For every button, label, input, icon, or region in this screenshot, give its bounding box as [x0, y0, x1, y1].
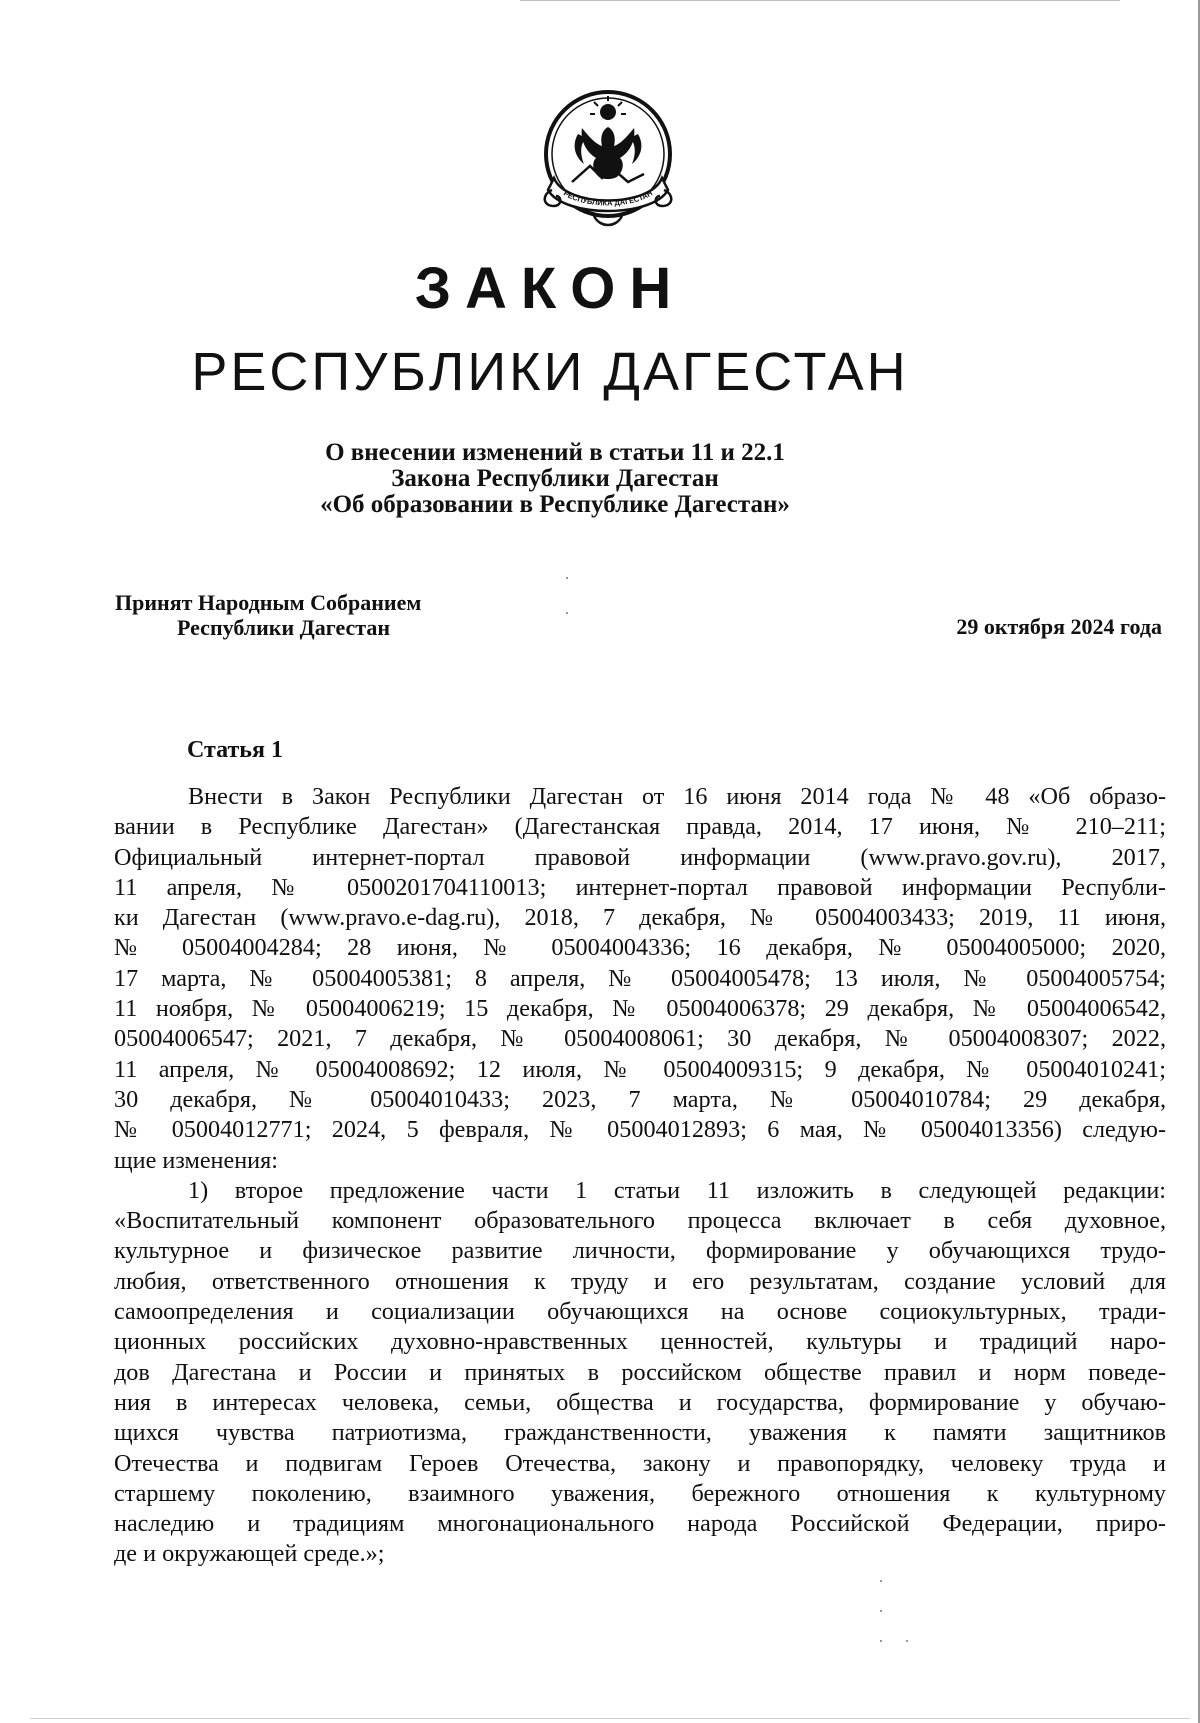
body-line: Отечества и подвигам Героев Отечества, закону и правопорядку, человеку труда и [114, 1449, 1166, 1477]
body-line: культурное и физическое развитие личности, формирование у обучающихся трудо- [114, 1237, 1166, 1265]
adoption-line-1: Принят Народным Собранием [115, 590, 422, 615]
body-line: наследию и традициям многонационального народа Российской Федерации, приро- [114, 1510, 1166, 1538]
body-line: щие изменения: [114, 1146, 278, 1174]
body-line: 30 декабря, № 05004010433; 2023, 7 марта, № 05004010784; 29 декабря, [114, 1085, 1166, 1113]
body-line: 05004006547; 2021, 7 декабря, № 05004008061; 30 декабря, № 05004008307; 2022, [114, 1025, 1166, 1053]
adoption-date: 29 октября 2024 года [956, 614, 1162, 639]
article-title: Статья 1 [187, 737, 283, 763]
body-line: 11 апреля, № 05004008692; 12 июля, № 05004009315; 9 декабря, № 05004010241; [114, 1055, 1166, 1083]
body-line: старшему поколению, взаимного уважения, бережного отношения к культурному [114, 1479, 1166, 1507]
body-line: ки Дагестан (www.pravo.e-dag.ru), 2018, 7 декабря, № 05004003433; 2019, 11 июня, [114, 904, 1166, 932]
scan-artifact-top [520, 0, 1120, 1]
law-title: ЗАКОН [414, 256, 686, 321]
body-line: самоопределения и социализации обучающихся на основе социокультурных, тради- [114, 1298, 1166, 1326]
body-line: щихся чувства патриотизма, гражданственности, уважения к памяти защитников [114, 1419, 1166, 1447]
emblem-ribbon-text: РЕСПУБЛИКА ДАГЕСТАН [561, 188, 655, 208]
dagestan-coat-of-arms-icon [532, 82, 684, 234]
body-line: дов Дагестана и России и принятых в российском обществе правил и норм поведе- [114, 1358, 1166, 1386]
scan-artifact-bottom [30, 1718, 1190, 1719]
heading-line: О внесении изменений в статьи 11 и 22.1 [325, 439, 785, 466]
heading-line: «Об образовании в Республике Дагестан» [320, 491, 790, 518]
body-line: любия, ответственного отношения к труду и его результатам, создание условий для [114, 1267, 1166, 1295]
body-line: вании в Республике Дагестан» (Дагестанская правда, 2014, 17 июня, № 210–211; [114, 813, 1166, 841]
body-line: ционных российских духовно-нравственных ценностей, культуры и традиций наро- [114, 1328, 1166, 1356]
body-line: 11 ноября, № 05004006219; 15 декабря, № 05004006378; 29 декабря, № 05004006542, [114, 995, 1166, 1023]
article-body [114, 782, 1166, 1570]
body-line: ния в интересах человека, семьи, общества и государства, формирование у обучаю- [114, 1388, 1166, 1416]
law-subtitle: РЕСПУБЛИКИ ДАГЕСТАН [191, 342, 909, 402]
adoption-block [115, 590, 421, 640]
body-line: Официальный интернет-портал правовой информации (www.pravo.gov.ru), 2017, [114, 843, 1166, 871]
law-heading [0, 440, 1110, 518]
adoption-line-2: Республики Дагестан [177, 615, 391, 640]
body-line: 17 марта, № 05004005381; 8 апреля, № 05004005478; 13 июля, № 05004005754; [114, 964, 1166, 992]
body-line: № 05004012771; 2024, 5 февраля, № 05004012893; 6 мая, № 05004013356) следую- [114, 1116, 1166, 1144]
heading-line: Закона Республики Дагестан [391, 465, 719, 492]
body-line: 1) второе предложение части 1 статьи 11 изложить в следующей редакции: [188, 1176, 1166, 1204]
body-line: 11 апреля, № 0500201704110013; интернет-портал правовой информации Республи- [114, 873, 1166, 901]
body-line: де и окружающей среде.»; [114, 1540, 385, 1568]
body-line: Внести в Закон Республики Дагестан от 16 июня 2014 года № 48 «Об образо- [188, 783, 1166, 810]
body-line: № 05004004284; 28 июня, № 05004004336; 16 декабря, № 05004005000; 2020, [114, 934, 1166, 962]
body-line: «Воспитательный компонент образовательного процесса включает в себя духовное, [114, 1207, 1166, 1235]
